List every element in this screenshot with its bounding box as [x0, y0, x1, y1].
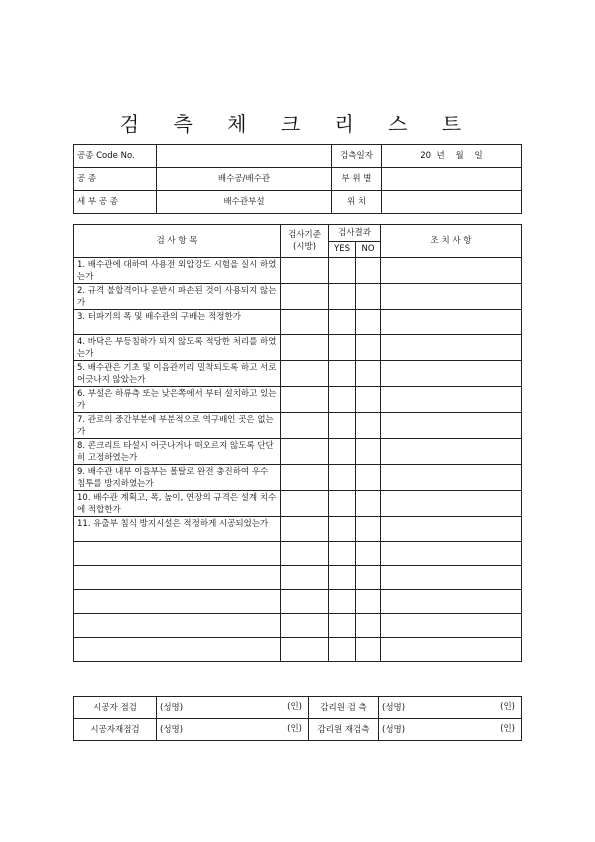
item-text: 6. 부설은 하류측 또는 낮은쪽에서 부터 설치하고 있는가 [74, 387, 281, 413]
col-criteria-header: 검사기준 (시방) [281, 225, 329, 258]
checklist-row [74, 491, 522, 517]
supervisor-check-label: 감리원 검 측 [309, 697, 379, 719]
item-text: 4. 바닥은 부등침하가 되지 않도록 적당한 처리를 하였는가 [74, 335, 281, 361]
blank-cell[interactable] [381, 614, 522, 638]
name-placeholder: (성명) [160, 724, 184, 735]
no-cell[interactable] [356, 258, 381, 284]
yes-cell[interactable] [329, 387, 356, 413]
contractor-check-sign[interactable] [157, 697, 309, 719]
location-part-field[interactable] [382, 168, 522, 191]
no-cell[interactable] [356, 310, 381, 335]
detail-type-field[interactable]: 배수관부설 [157, 191, 332, 214]
blank-row [74, 566, 522, 590]
supervisor-recheck-label: 감리원 재검측 [309, 719, 379, 741]
blank-cell[interactable] [381, 566, 522, 590]
blank-cell[interactable] [74, 590, 281, 614]
action-cell[interactable] [381, 465, 522, 491]
blank-row [74, 542, 522, 566]
position-field[interactable] [382, 191, 522, 214]
detail-type-label: 세 부 공 종 [74, 191, 157, 214]
yes-cell[interactable] [329, 465, 356, 491]
signature-table [73, 696, 522, 741]
blank-cell[interactable] [329, 614, 356, 638]
checklist-row [74, 465, 522, 491]
blank-cell[interactable] [281, 566, 329, 590]
blank-cell[interactable] [356, 542, 381, 566]
work-type-field[interactable]: 배수공/배수관 [157, 168, 332, 191]
location-part-label: 부 위 별 [332, 168, 382, 191]
no-cell[interactable] [356, 413, 381, 439]
name-placeholder: (성명) [382, 702, 406, 713]
checklist-row [74, 413, 522, 439]
blank-cell[interactable] [356, 566, 381, 590]
criteria-cell[interactable] [281, 284, 329, 310]
yes-cell[interactable] [329, 310, 356, 335]
yes-cell[interactable] [329, 284, 356, 310]
checklist-row [74, 517, 522, 542]
item-text: 9. 배수관 내부 이음부는 몰탈로 완전 충진하여 우수 침투를 방지하였는가 [74, 465, 281, 491]
blank-cell[interactable] [329, 542, 356, 566]
action-cell[interactable] [381, 361, 522, 387]
page-title: 검 측 체 크 리 스 트 [119, 112, 476, 136]
action-cell[interactable] [381, 491, 522, 517]
blank-cell[interactable] [356, 590, 381, 614]
no-cell[interactable] [356, 439, 381, 465]
checklist-items [74, 258, 522, 542]
checklist-row [74, 361, 522, 387]
no-cell[interactable] [356, 284, 381, 310]
criteria-cell[interactable] [281, 491, 329, 517]
inspection-date-field[interactable]: 20 년 월 일 [382, 145, 522, 168]
checklist-row [74, 310, 522, 335]
blank-row [74, 590, 522, 614]
blank-cell[interactable] [74, 614, 281, 638]
blank-cell[interactable] [381, 542, 522, 566]
col-result-header: 검사결과 [329, 225, 381, 242]
yes-cell[interactable] [329, 335, 356, 361]
criteria-cell[interactable] [281, 387, 329, 413]
inspection-date-label: 검측일자 [332, 145, 382, 168]
blank-cell[interactable] [74, 638, 281, 662]
blank-cell[interactable] [281, 638, 329, 662]
criteria-cell[interactable] [281, 413, 329, 439]
checklist-row [74, 335, 522, 361]
criteria-cell[interactable] [281, 517, 329, 542]
blank-cell[interactable] [329, 638, 356, 662]
criteria-cell[interactable] [281, 361, 329, 387]
action-cell[interactable] [381, 413, 522, 439]
item-text: 10. 배수관 계획고, 폭, 높이, 연장의 규격은 설계 치수에 적합한가 [74, 491, 281, 517]
supervisor-recheck-sign[interactable] [379, 719, 522, 741]
item-text: 7. 관로의 중간부분에 부분적으로 역구배인 곳은 없는가 [74, 413, 281, 439]
criteria-cell[interactable] [281, 310, 329, 335]
criteria-cell[interactable] [281, 439, 329, 465]
blank-cell[interactable] [356, 614, 381, 638]
item-text: 8. 콘크리트 타설시 어긋나거나 떠오르지 않도록 단단히 고정하였는가 [74, 439, 281, 465]
no-cell[interactable] [356, 465, 381, 491]
blank-cell[interactable] [329, 590, 356, 614]
item-text: 5. 배수관은 기초 및 이음관끼리 밀착되도록 하고 서로 어긋나지 않았는가 [74, 361, 281, 387]
position-label: 위 치 [332, 191, 382, 214]
action-cell[interactable] [381, 439, 522, 465]
action-cell[interactable] [381, 387, 522, 413]
action-cell[interactable] [381, 258, 522, 284]
checklist-row [74, 387, 522, 413]
col-no-header: NO [356, 241, 381, 258]
work-type-label: 공 종 [74, 168, 157, 191]
seal-mark: (인) [500, 724, 515, 734]
action-cell[interactable] [381, 517, 522, 542]
seal-mark: (인) [287, 702, 302, 712]
blank-row [74, 614, 522, 638]
blank-cell[interactable] [281, 590, 329, 614]
yes-cell[interactable] [329, 491, 356, 517]
yes-cell[interactable] [329, 258, 356, 284]
no-cell[interactable] [356, 335, 381, 361]
action-cell[interactable] [381, 335, 522, 361]
criteria-cell[interactable] [281, 335, 329, 361]
no-cell[interactable] [356, 387, 381, 413]
criteria-cell[interactable] [281, 258, 329, 284]
yes-cell[interactable] [329, 361, 356, 387]
checklist-row [74, 284, 522, 310]
contractor-check-label: 시공자 점검 [74, 697, 157, 719]
contractor-recheck-sign[interactable] [157, 719, 309, 741]
blank-cell[interactable] [281, 542, 329, 566]
name-placeholder: (성명) [160, 702, 184, 713]
seal-mark: (인) [287, 724, 302, 734]
yes-cell[interactable] [329, 439, 356, 465]
blank-cell[interactable] [74, 542, 281, 566]
col-action-header: 조 치 사 항 [381, 225, 522, 258]
item-text: 11. 유출부 침식 방지시설은 적정하게 시공되었는가 [74, 517, 281, 542]
project-code-field[interactable] [157, 145, 332, 168]
checklist-blank-rows [74, 542, 522, 662]
blank-cell[interactable] [356, 638, 381, 662]
supervisor-check-sign[interactable] [379, 697, 522, 719]
checklist-table [73, 224, 522, 662]
no-cell[interactable] [356, 491, 381, 517]
item-text: 1. 배수관에 대하여 사용전 외압강도 시험을 실시 하였는가 [74, 258, 281, 284]
seal-mark: (인) [500, 702, 515, 712]
yes-cell[interactable] [329, 517, 356, 542]
blank-cell[interactable] [74, 566, 281, 590]
project-code-label: 공종 Code No. [74, 145, 157, 168]
header-table [73, 144, 522, 214]
checklist-row [74, 258, 522, 284]
blank-cell[interactable] [329, 566, 356, 590]
no-cell[interactable] [356, 517, 381, 542]
yes-cell[interactable] [329, 413, 356, 439]
item-text: 3. 터파기의 폭 및 배수관의 구배는 적정한가 [74, 310, 281, 335]
col-items-header: 검 사 항 목 [74, 225, 281, 258]
criteria-cell[interactable] [281, 465, 329, 491]
action-cell[interactable] [381, 310, 522, 335]
item-text: 2. 규격 불합격이나 운반시 파손된 것이 사용되지 않는가 [74, 284, 281, 310]
checklist-row [74, 439, 522, 465]
blank-cell[interactable] [381, 590, 522, 614]
col-yes-header: YES [329, 241, 356, 258]
blank-cell[interactable] [281, 614, 329, 638]
blank-row [74, 638, 522, 662]
contractor-recheck-label: 시공자재점검 [74, 719, 157, 741]
blank-cell[interactable] [381, 638, 522, 662]
action-cell[interactable] [381, 284, 522, 310]
no-cell[interactable] [356, 361, 381, 387]
name-placeholder: (성명) [382, 724, 406, 735]
